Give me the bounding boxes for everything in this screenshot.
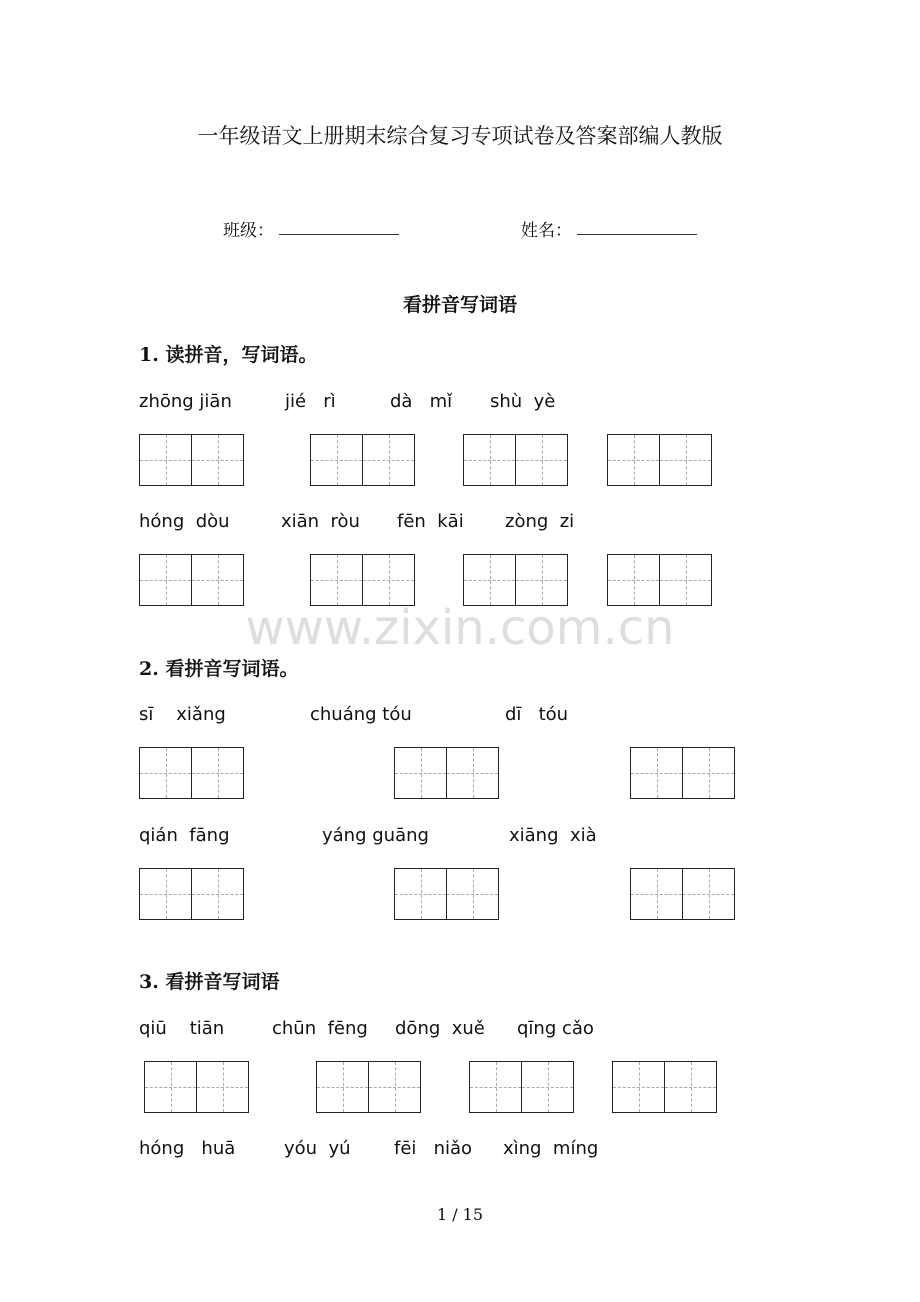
pinyin: qīng cǎo bbox=[517, 1018, 594, 1039]
pinyin: yóu yú bbox=[284, 1138, 351, 1159]
writing-grid[interactable] bbox=[630, 747, 735, 799]
pinyin: chuáng tóu bbox=[310, 704, 412, 725]
writing-grid[interactable] bbox=[316, 1061, 421, 1113]
pinyin: xiān ròu bbox=[281, 511, 360, 532]
question-2-heading: 2. 看拼音写词语。 bbox=[139, 658, 299, 680]
class-blank bbox=[279, 234, 399, 235]
pinyin: shù yè bbox=[490, 391, 556, 412]
pinyin: fēi niǎo bbox=[394, 1138, 473, 1159]
pinyin: dī tóu bbox=[505, 704, 569, 725]
writing-grid[interactable] bbox=[394, 747, 499, 799]
pinyin: qiū tiān bbox=[139, 1018, 225, 1039]
page-number: 1 / 15 bbox=[436, 1205, 484, 1224]
pinyin: yáng guāng bbox=[322, 825, 429, 846]
writing-grid[interactable] bbox=[139, 434, 244, 486]
writing-grid[interactable] bbox=[463, 554, 568, 606]
writing-grid[interactable] bbox=[310, 554, 415, 606]
pinyin: hóng dòu bbox=[139, 511, 230, 532]
writing-grid[interactable] bbox=[139, 554, 244, 606]
pinyin: zòng zi bbox=[505, 511, 575, 532]
pinyin: sī xiǎng bbox=[139, 704, 226, 725]
writing-grid[interactable] bbox=[394, 868, 499, 920]
pinyin: dōng xuě bbox=[395, 1018, 485, 1039]
section-title: 看拼音写词语 bbox=[402, 294, 517, 316]
pinyin: xìng míng bbox=[503, 1138, 599, 1159]
writing-grid[interactable] bbox=[144, 1061, 249, 1113]
writing-grid[interactable] bbox=[139, 747, 244, 799]
writing-grid[interactable] bbox=[630, 868, 735, 920]
writing-grid[interactable] bbox=[463, 434, 568, 486]
class-label: 班级： bbox=[223, 221, 274, 241]
pinyin: qián fāng bbox=[139, 825, 230, 846]
name-label: 姓名： bbox=[521, 221, 572, 241]
writing-grid[interactable] bbox=[469, 1061, 574, 1113]
question-3-heading: 3. 看拼音写词语 bbox=[139, 971, 280, 993]
writing-grid[interactable] bbox=[139, 868, 244, 920]
writing-grid[interactable] bbox=[310, 434, 415, 486]
pinyin: dà mǐ bbox=[390, 391, 453, 412]
pinyin: hóng huā bbox=[139, 1138, 236, 1159]
pinyin: zhōng jiān bbox=[139, 391, 232, 412]
writing-grid[interactable] bbox=[607, 554, 712, 606]
pinyin: xiāng xià bbox=[509, 825, 597, 846]
document-title: 一年级语文上册期末综合复习专项试卷及答案部编人教版 bbox=[197, 124, 723, 148]
watermark: www.zixin.com.cn bbox=[245, 600, 675, 656]
question-1-heading: 1. 读拼音，写词语。 bbox=[139, 344, 318, 366]
name-blank bbox=[577, 234, 697, 235]
pinyin: jié rì bbox=[285, 391, 336, 412]
writing-grid[interactable] bbox=[612, 1061, 717, 1113]
pinyin: fēn kāi bbox=[397, 511, 464, 532]
pinyin: chūn fēng bbox=[272, 1018, 368, 1039]
writing-grid[interactable] bbox=[607, 434, 712, 486]
